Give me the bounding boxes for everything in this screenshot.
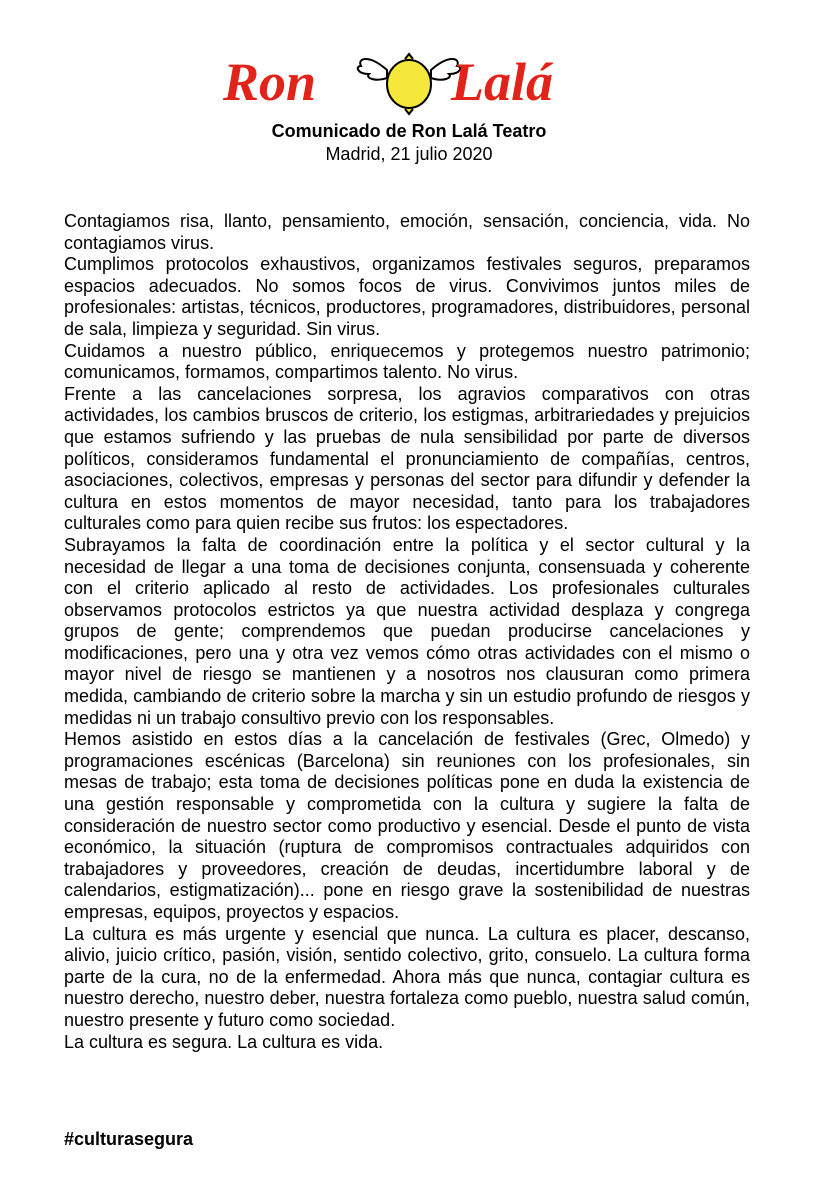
paragraph: Hemos asistido en estos días a la cancelación de festivales (Grec, Olmedo) y programaciones escénicas (Barcelona) sin reuniones con los profesionales, sin mesas de trabajo; esta toma de decisiones políticas pone en duda la existencia de una gestión responsable y comprometida con la cultura y sugiere la falta de consideración de nuestro sector como productivo y esencial. Desde el punto de vista económico, la situación (ruptura de compromisos contractuales adquiridos con trabajadores y proveedores, creación de deudas, incertidumbre laboral y de calendarios, estigmatización)... pone en riesgo grave la sostenibilidad de nuestras empresas, equipos, proyectos y espacios. [64,729,750,922]
brand-logo [0,44,818,116]
paragraph: La cultura es segura. La cultura es vida. [64,1031,384,1052]
document-body [64,211,750,1053]
paragraph: Contagiamos risa, llanto, pensamiento, emoción, sensación, conciencia, vida. No contagiamos virus. [64,211,750,253]
paragraph: Cuidamos a nuestro público, enriquecemos y protegemos nuestro patrimonio; comunicamos, formamos, compartimos talento. No virus. [64,340,750,383]
logo-word-lala: Lalá [451,52,553,112]
winged-lemon-icon [358,54,461,114]
hashtag: #culturasegura [64,1129,194,1149]
paragraph: Cumplimos protocolos exhaustivos, organizamos festivales seguros, preparamos espacios adecuados. No somos focos de virus. Convivimos juntos miles de profesionales: artistas, técnicos, productores, programadores, distribuidores, personal de sala, limpieza y seguridad. Sin virus. [64,254,750,339]
paragraph: Frente a las cancelaciones sorpresa, los agravios comparativos con otras actividades, los cambios bruscos de criterio, los estigmas, arbitrariedades y prejuicios que estamos sufriendo y las pruebas de nula sensibilidad por parte de diversos políticos, consideramos fundamental el pronunciamiento de compañías, centros, asociaciones, colectivos, empresas y personas del sector para difundir y defender la cultura en estos momentos de mayor necesidad, tanto para los trabajadores culturales como para quien recibe sus frutos: los espectadores. [64,383,750,534]
logo-word-ron: Ron [223,52,317,112]
brand-logo-graphic [219,44,599,116]
paragraph: La cultura es más urgente y esencial que nunca. La cultura es placer, descanso, alivio, juicio crítico, pasión, visión, sentido colectivo, grito, consuelo. La cultura forma parte de la cura, no de la enfermedad. Ahora más que nunca, contagiar cultura es nuestro derecho, nuestro deber, nuestra fortaleza como pueblo, nuestra salud común, nuestro presente y futuro como sociedad. [64,923,750,1030]
document-title: Comunicado de Ron Lalá Teatro [271,121,547,141]
paragraph: Subrayamos la falta de coordinación entre la política y el sector cultural y la necesidad de llegar a una toma de decisiones conjunta, consensuada y coherente con el criterio aplicado al resto de actividades. Los profesionales culturales observamos protocolos estrictos ya que nuestra actividad desplaza y congrega grupos de gente; comprendemos que puedan producirse cancelaciones y modificaciones, pero una y otra vez vemos cómo otras actividades con el mismo o mayor nivel de riesgo se mantienen y a nosotros nos clausuran como primera medida, cambiando de criterio sobre la marcha y sin un estudio profundo de riesgos y medidas ni un trabajo consultivo previo con los responsables. [64,534,750,728]
document-place-date: Madrid, 21 julio 2020 [325,144,493,164]
